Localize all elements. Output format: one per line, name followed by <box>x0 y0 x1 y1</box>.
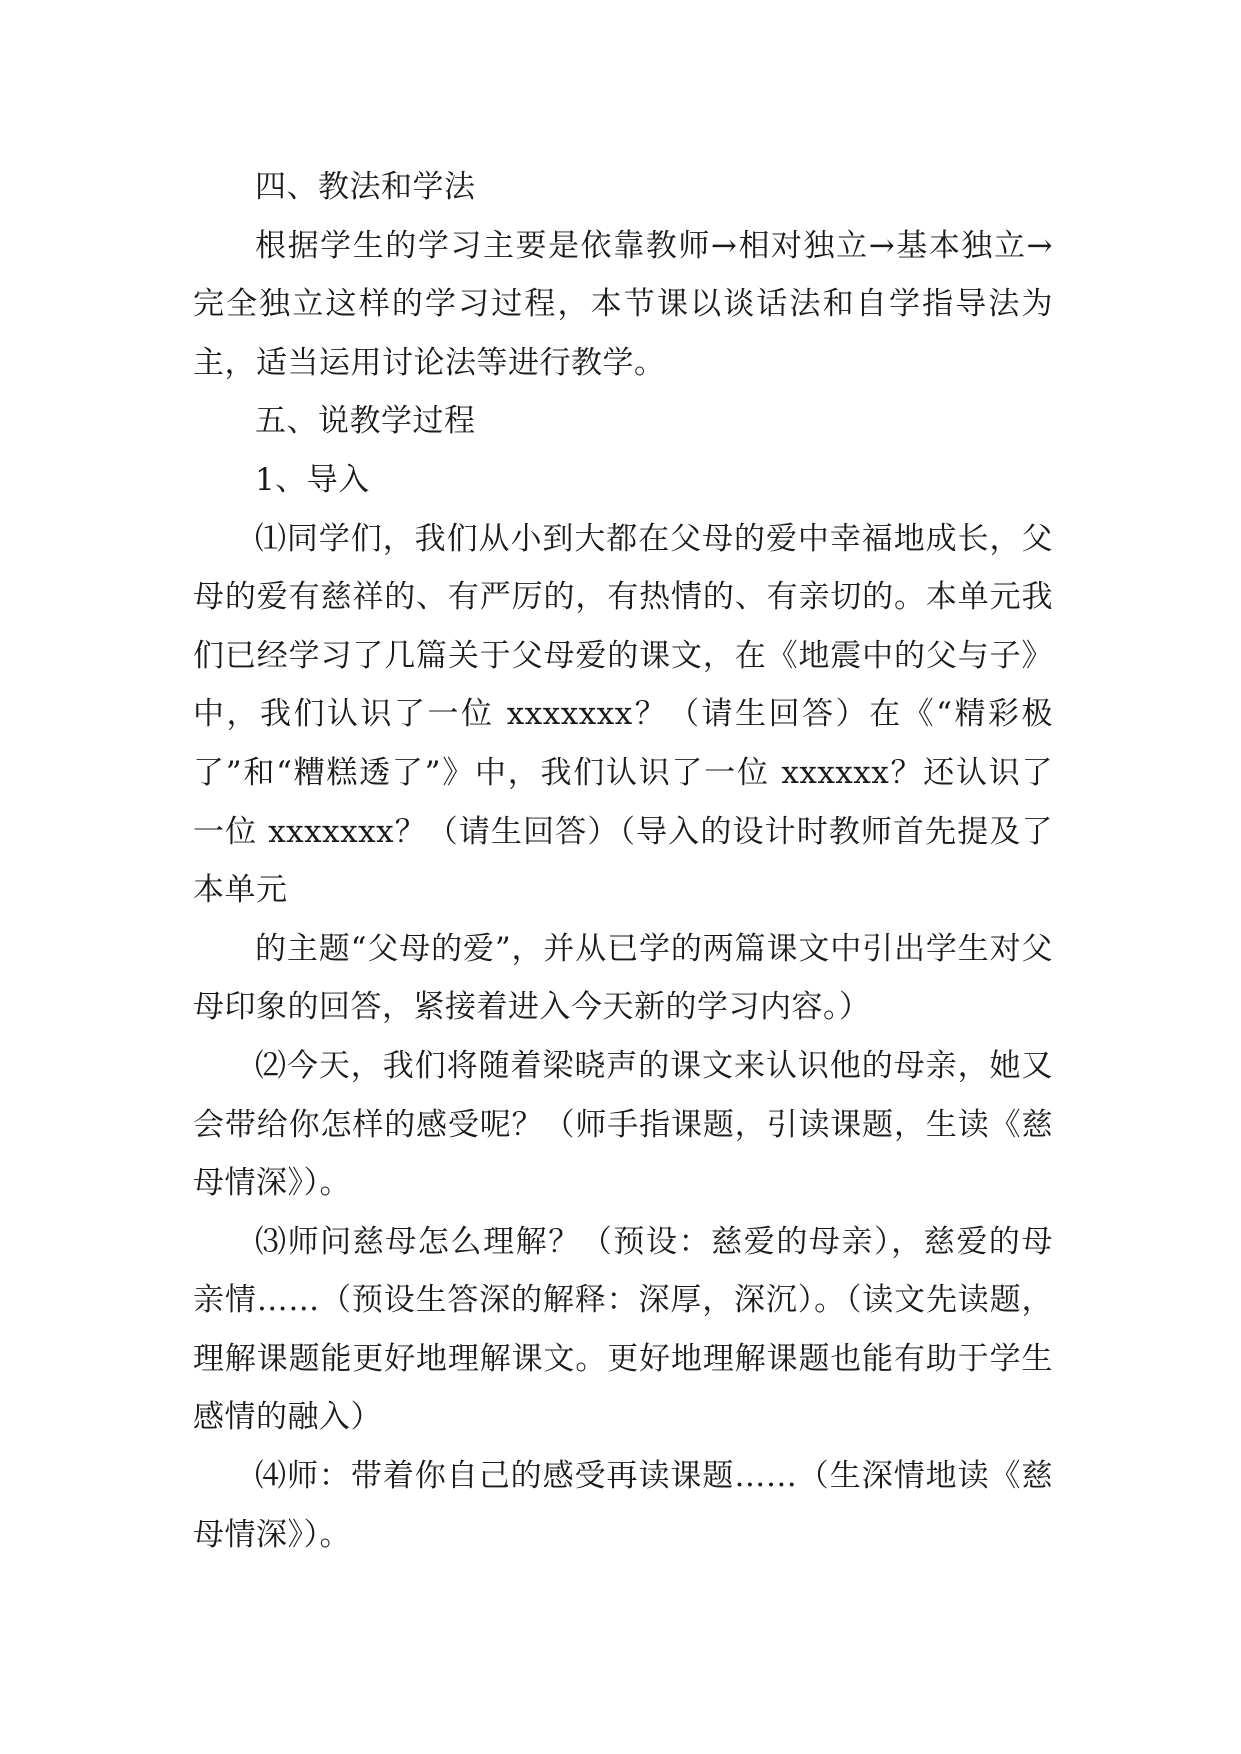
paragraph-intro-1-continued: 的主题“父母的爱”，并从已学的两篇课文中引出学生对父母印象的回答，紧接着进入今天新的学习内容。） <box>193 930 1053 1026</box>
section-heading-teaching-process: 五、说教学过程 <box>255 403 476 440</box>
paragraph-intro-4: ⑷师：带着你自己的感受再读课题……（生深情地读《慈母情深》）。 <box>193 1458 1053 1553</box>
section-heading-teaching-methods: 四、教法和学法 <box>255 169 476 205</box>
document-page <box>193 158 1053 1564</box>
subheading-introduction: 1、导入 <box>255 461 370 498</box>
paragraph-teaching-methods: 根据学生的学习主要是依靠教师→相对独立→基本独立→完全独立这样的学习过程，本节课以谈话法和自学指导法为主，适当运用讨论法等进行教学。 <box>193 227 1053 381</box>
paragraph-intro-3: ⑶师问慈母怎么理解？（预设：慈爱的母亲），慈爱的母亲情……（预设生答深的解释：深厚，深沉）。（读文先读题，理解课题能更好地理解课文。更好地理解课题也能有助于学生感情的融入） <box>193 1223 1053 1436</box>
paragraph-intro-2: ⑵今天，我们将随着梁晓声的课文来认识他的母亲，她又会带给你怎样的感受呢？（师手指课题，引读课题，生读《慈母情深》）。 <box>193 1047 1053 1202</box>
paragraph-intro-1: ⑴同学们，我们从小到大都在父母的爱中幸福地成长，父母的爱有慈祥的、有严厉的，有热情的、有亲切的。本单元我们已经学习了几篇关于父母爱的课文，在《地震中的父与子》中，我们认识了一位 xxxxxxx？（请生回答）在《“精彩极了”和“糟糕透了”》中，我们认识了一位 xxxxxx？还认识了一位 xxxxxxx？（请生回答）（导入的设计时教师首先提及了本单元 <box>193 520 1053 909</box>
